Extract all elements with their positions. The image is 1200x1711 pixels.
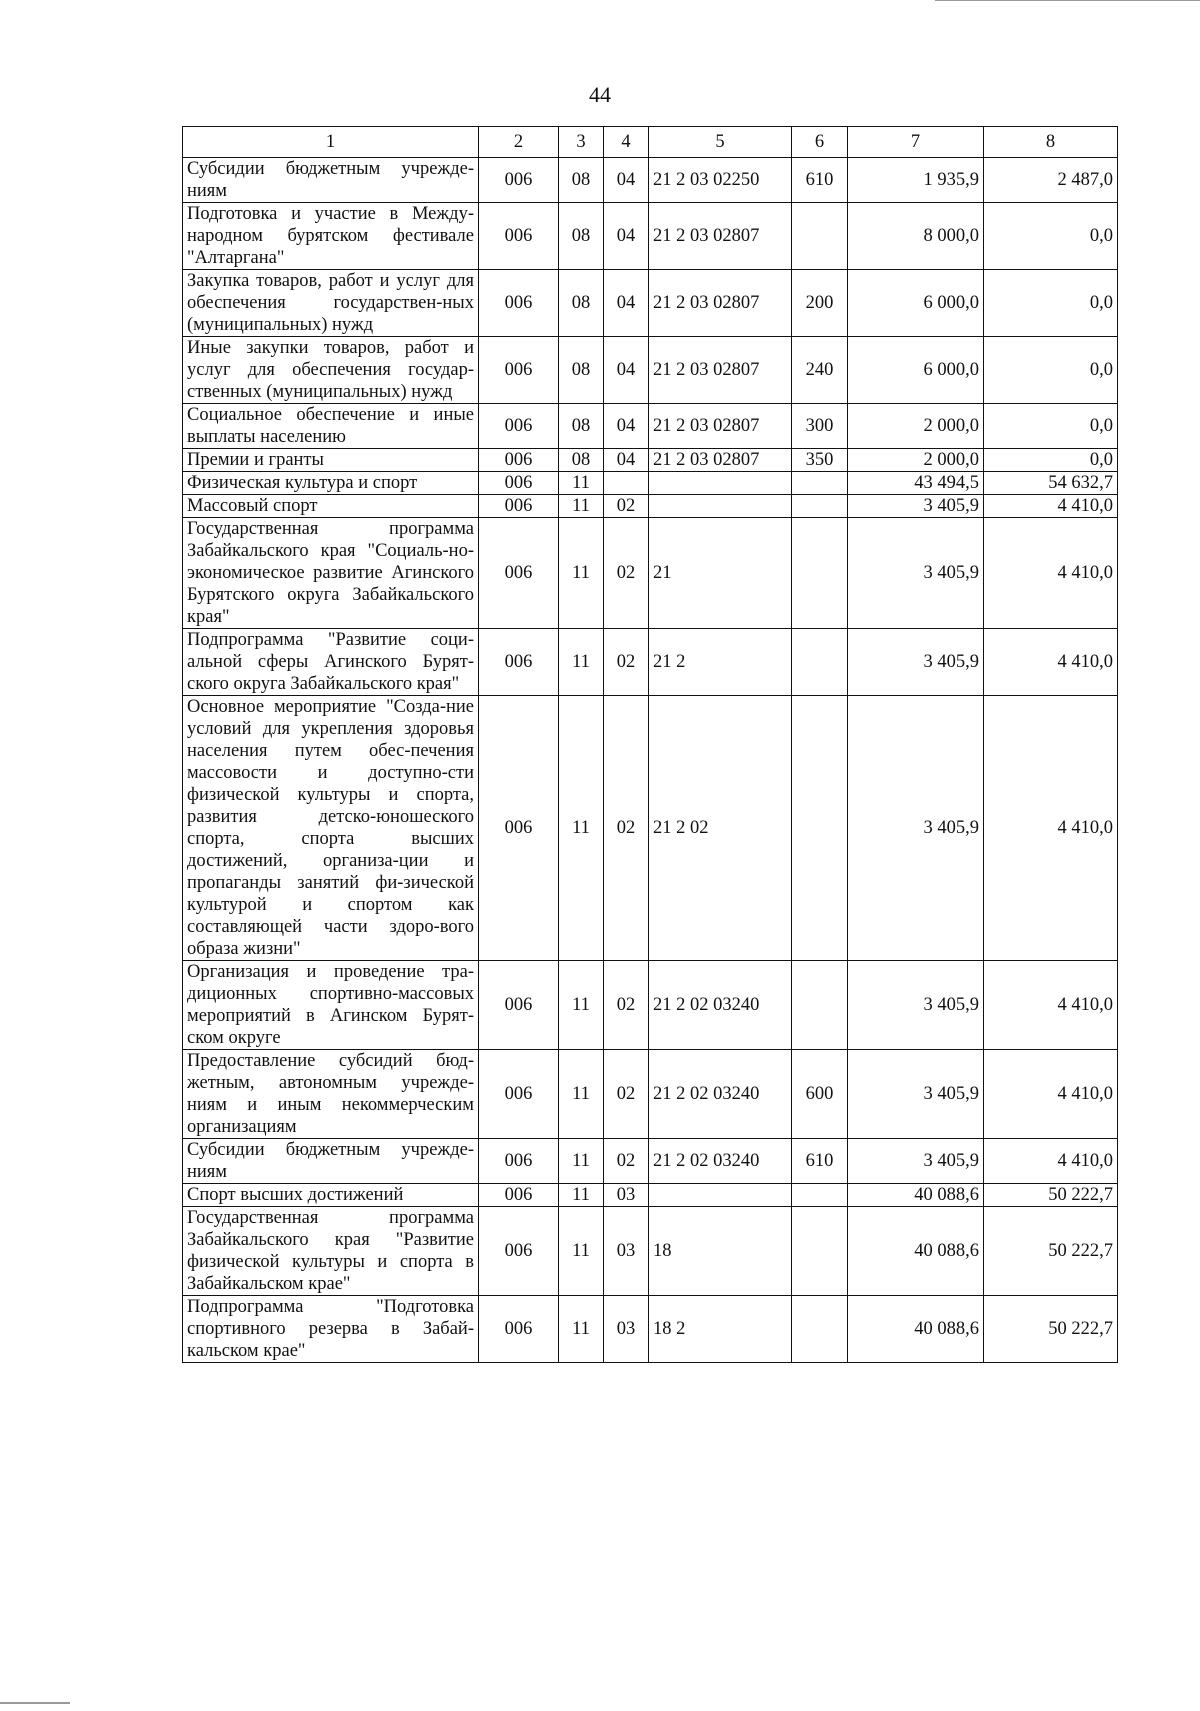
section-code: 08: [559, 203, 604, 270]
expense-type-code: 300: [792, 404, 848, 449]
section-code: 11: [559, 518, 604, 629]
amount-col-8: 54 632,7: [984, 472, 1118, 495]
amount-col-7: 1 935,9: [848, 158, 984, 203]
subsection-code: 03: [604, 1296, 649, 1363]
amount-col-8: 50 222,7: [984, 1207, 1118, 1296]
target-article-code: [649, 1184, 792, 1207]
ministry-code: 006: [479, 961, 559, 1050]
target-article-code: 21 2 02 03240: [649, 961, 792, 1050]
amount-col-7: 3 405,9: [848, 1050, 984, 1139]
table-row: [183, 337, 1118, 404]
table-row: [183, 495, 1118, 518]
amount-col-7: 2 000,0: [848, 404, 984, 449]
expense-type-code: [792, 1184, 848, 1207]
ministry-code: 006: [479, 1184, 559, 1207]
ministry-code: 006: [479, 203, 559, 270]
subsection-code: 02: [604, 629, 649, 696]
table-row: [183, 404, 1118, 449]
amount-col-7: 6 000,0: [848, 337, 984, 404]
table-row: [183, 1184, 1118, 1207]
amount-col-7: 3 405,9: [848, 696, 984, 961]
amount-col-8: 0,0: [984, 337, 1118, 404]
amount-col-8: 4 410,0: [984, 518, 1118, 629]
section-code: 11: [559, 961, 604, 1050]
row-name: Субсидии бюджетным учрежде-ниям: [183, 1139, 479, 1184]
target-article-code: 21 2 03 02807: [649, 404, 792, 449]
subsection-code: 04: [604, 203, 649, 270]
row-name: Подготовка и участие в Между-народном бурятском фестивале "Алтаргана": [183, 203, 479, 270]
amount-col-7: 3 405,9: [848, 629, 984, 696]
subsection-code: 04: [604, 449, 649, 472]
table-row: [183, 158, 1118, 203]
table-row: [183, 270, 1118, 337]
row-name: Подпрограмма "Развитие соци-альной сферы Агинского Бурят-ского округа Забайкальского края": [183, 629, 479, 696]
target-article-code: 21 2 03 02807: [649, 449, 792, 472]
column-header-6: 6: [792, 127, 848, 158]
subsection-code: 02: [604, 961, 649, 1050]
subsection-code: 04: [604, 337, 649, 404]
row-name: Организация и проведение тра-диционных спортивно-массовых мероприятий в Агинском Бурят-ском округе: [183, 961, 479, 1050]
expense-type-code: 610: [792, 158, 848, 203]
table-row: [183, 961, 1118, 1050]
target-article-code: 21: [649, 518, 792, 629]
subsection-code: 04: [604, 270, 649, 337]
section-code: 11: [559, 1050, 604, 1139]
expense-type-code: [792, 495, 848, 518]
section-code: 11: [559, 1207, 604, 1296]
row-name: Физическая культура и спорт: [183, 472, 479, 495]
amount-col-8: 0,0: [984, 449, 1118, 472]
target-article-code: 18 2: [649, 1296, 792, 1363]
section-code: 11: [559, 696, 604, 961]
target-article-code: 21 2 03 02807: [649, 270, 792, 337]
target-article-code: 21 2: [649, 629, 792, 696]
scan-edge-line-top: [935, 0, 1200, 1]
column-header-5: 5: [649, 127, 792, 158]
section-code: 11: [559, 1184, 604, 1207]
ministry-code: 006: [479, 696, 559, 961]
row-name: Подпрограмма "Подготовка спортивного резерва в Забай-кальском крае": [183, 1296, 479, 1363]
column-header-4: 4: [604, 127, 649, 158]
amount-col-7: 2 000,0: [848, 449, 984, 472]
amount-col-8: 4 410,0: [984, 495, 1118, 518]
section-code: 11: [559, 1296, 604, 1363]
table-row: [183, 629, 1118, 696]
subsection-code: 02: [604, 696, 649, 961]
target-article-code: [649, 495, 792, 518]
expense-type-code: [792, 696, 848, 961]
row-name: Государственная программа Забайкальского края "Социаль-но-экономическое развитие Агинского Бурятского округа Забайкальского края": [183, 518, 479, 629]
amount-col-8: 0,0: [984, 203, 1118, 270]
table-row: [183, 203, 1118, 270]
expense-type-code: 240: [792, 337, 848, 404]
target-article-code: 21 2 03 02250: [649, 158, 792, 203]
ministry-code: 006: [479, 449, 559, 472]
amount-col-8: 50 222,7: [984, 1184, 1118, 1207]
amount-col-8: 0,0: [984, 404, 1118, 449]
target-article-code: 18: [649, 1207, 792, 1296]
row-name: Социальное обеспечение и иные выплаты населению: [183, 404, 479, 449]
expense-type-code: 600: [792, 1050, 848, 1139]
section-code: 11: [559, 1139, 604, 1184]
row-name: Иные закупки товаров, работ и услуг для обеспечения государ-ственных (муниципальных) нужд: [183, 337, 479, 404]
table-row: [183, 449, 1118, 472]
row-name: Субсидии бюджетным учрежде-ниям: [183, 158, 479, 203]
row-name: Предоставление субсидий бюд-жетным, автономным учрежде-ниям и иным некоммерческим организациям: [183, 1050, 479, 1139]
section-code: 08: [559, 449, 604, 472]
amount-col-7: 3 405,9: [848, 518, 984, 629]
budget-table: [182, 126, 1118, 1363]
section-code: 11: [559, 629, 604, 696]
amount-col-7: 40 088,6: [848, 1184, 984, 1207]
amount-col-8: 0,0: [984, 270, 1118, 337]
ministry-code: 006: [479, 1207, 559, 1296]
table-row: [183, 1296, 1118, 1363]
amount-col-8: 4 410,0: [984, 1050, 1118, 1139]
subsection-code: 03: [604, 1184, 649, 1207]
expense-type-code: [792, 961, 848, 1050]
amount-col-7: 43 494,5: [848, 472, 984, 495]
subsection-code: 03: [604, 1207, 649, 1296]
section-code: 08: [559, 337, 604, 404]
table-row: [183, 1139, 1118, 1184]
amount-col-8: 4 410,0: [984, 629, 1118, 696]
amount-col-8: 50 222,7: [984, 1296, 1118, 1363]
expense-type-code: [792, 472, 848, 495]
section-code: 08: [559, 158, 604, 203]
subsection-code: 02: [604, 1139, 649, 1184]
table-row: [183, 472, 1118, 495]
subsection-code: 04: [604, 158, 649, 203]
amount-col-7: 40 088,6: [848, 1296, 984, 1363]
target-article-code: 21 2 02: [649, 696, 792, 961]
target-article-code: [649, 472, 792, 495]
target-article-code: 21 2 03 02807: [649, 203, 792, 270]
ministry-code: 006: [479, 270, 559, 337]
expense-type-code: 200: [792, 270, 848, 337]
ministry-code: 006: [479, 1296, 559, 1363]
amount-col-8: 2 487,0: [984, 158, 1118, 203]
amount-col-7: 3 405,9: [848, 961, 984, 1050]
page-number: 44: [589, 82, 611, 107]
row-name: Государственная программа Забайкальского края "Развитие физической культуры и спорта в Забайкальском крае": [183, 1207, 479, 1296]
column-number-header-row: [183, 127, 1118, 158]
ministry-code: 006: [479, 495, 559, 518]
table-row: [183, 696, 1118, 961]
ministry-code: 006: [479, 472, 559, 495]
subsection-code: 02: [604, 495, 649, 518]
amount-col-7: 3 405,9: [848, 495, 984, 518]
subsection-code: 04: [604, 404, 649, 449]
expense-type-code: [792, 518, 848, 629]
ministry-code: 006: [479, 337, 559, 404]
amount-col-8: 4 410,0: [984, 1139, 1118, 1184]
table-row: [183, 518, 1118, 629]
scan-edge-line-bottom: [0, 1702, 70, 1704]
amount-col-8: 4 410,0: [984, 961, 1118, 1050]
ministry-code: 006: [479, 1050, 559, 1139]
ministry-code: 006: [479, 1139, 559, 1184]
column-header-1: 1: [183, 127, 479, 158]
table-row: [183, 1050, 1118, 1139]
expense-type-code: [792, 1296, 848, 1363]
section-code: 11: [559, 495, 604, 518]
target-article-code: 21 2 02 03240: [649, 1050, 792, 1139]
section-code: 11: [559, 472, 604, 495]
expense-type-code: 610: [792, 1139, 848, 1184]
expense-type-code: [792, 629, 848, 696]
section-code: 08: [559, 270, 604, 337]
amount-col-7: 6 000,0: [848, 270, 984, 337]
row-name: Закупка товаров, работ и услуг для обеспечения государствен-ных (муниципальных) нужд: [183, 270, 479, 337]
amount-col-8: 4 410,0: [984, 696, 1118, 961]
target-article-code: 21 2 03 02807: [649, 337, 792, 404]
amount-col-7: 3 405,9: [848, 1139, 984, 1184]
table-row: [183, 1207, 1118, 1296]
row-name: Спорт высших достижений: [183, 1184, 479, 1207]
column-header-7: 7: [848, 127, 984, 158]
column-header-8: 8: [984, 127, 1118, 158]
subsection-code: 02: [604, 518, 649, 629]
row-name: Массовый спорт: [183, 495, 479, 518]
column-header-2: 2: [479, 127, 559, 158]
amount-col-7: 40 088,6: [848, 1207, 984, 1296]
expense-type-code: [792, 203, 848, 270]
column-header-3: 3: [559, 127, 604, 158]
ministry-code: 006: [479, 518, 559, 629]
row-name: Премии и гранты: [183, 449, 479, 472]
subsection-code: 02: [604, 1050, 649, 1139]
row-name: Основное мероприятие "Созда-ние условий для укрепления здоровья населения путем обес-печения массовости и доступно-сти физической культуры и спорта, развития детско-юношеского спорта, спорта высших достижений, организа-ции и пропаганды занятий фи-зической культурой и спортом как составляющей части здоро-вого образа жизни": [183, 696, 479, 961]
subsection-code: [604, 472, 649, 495]
ministry-code: 006: [479, 158, 559, 203]
ministry-code: 006: [479, 404, 559, 449]
expense-type-code: 350: [792, 449, 848, 472]
amount-col-7: 8 000,0: [848, 203, 984, 270]
target-article-code: 21 2 02 03240: [649, 1139, 792, 1184]
ministry-code: 006: [479, 629, 559, 696]
expense-type-code: [792, 1207, 848, 1296]
section-code: 08: [559, 404, 604, 449]
